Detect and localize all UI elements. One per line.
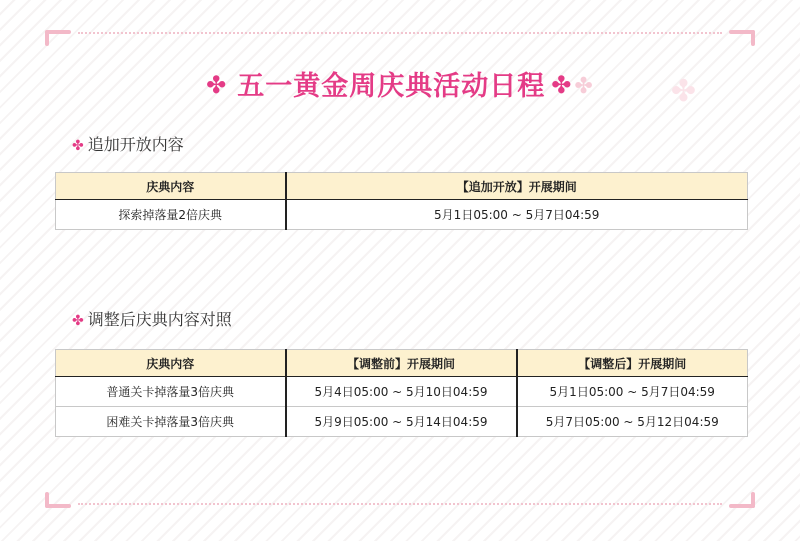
clover-icon: ✤ bbox=[574, 74, 594, 99]
page-title-text: 五一黄金周庆典活动日程 bbox=[237, 71, 546, 102]
section-heading-additional-content bbox=[72, 132, 184, 155]
clover-icon: ✤ bbox=[72, 313, 84, 329]
table-row bbox=[56, 407, 748, 437]
page-title bbox=[0, 64, 800, 103]
table-row bbox=[56, 200, 748, 230]
clover-icon: ✤ bbox=[206, 71, 228, 99]
clover-icon: ✤ bbox=[72, 138, 84, 154]
additional-content-table bbox=[55, 172, 748, 230]
section-heading-text: 调整后庆典内容对照 bbox=[87, 310, 232, 329]
table-header-row bbox=[56, 173, 748, 200]
watermark-logo bbox=[618, 491, 768, 521]
column-header: 庆典内容 bbox=[56, 173, 286, 200]
column-header: 【调整前】开展期间 bbox=[286, 350, 517, 377]
table-cell: 探索掉落量2倍庆典 bbox=[56, 200, 286, 230]
column-header: 【调整后】开展期间 bbox=[517, 350, 748, 377]
table-cell: 5月1日05:00 ~ 5月7日04:59 bbox=[517, 377, 748, 407]
column-header: 庆典内容 bbox=[56, 350, 286, 377]
section-heading-adjusted-content bbox=[72, 307, 232, 330]
corner-ornament-top-left bbox=[45, 30, 73, 50]
column-header: 【追加开放】开展期间 bbox=[286, 173, 748, 200]
corner-ornament-bottom-left bbox=[45, 488, 73, 508]
table-row bbox=[56, 377, 748, 407]
section-heading-text: 追加开放内容 bbox=[87, 135, 184, 154]
table-cell: 5月7日05:00 ~ 5月12日04:59 bbox=[517, 407, 748, 437]
frame-top-border bbox=[78, 32, 722, 34]
table-cell: 5月9日05:00 ~ 5月14日04:59 bbox=[286, 407, 517, 437]
table-header-row bbox=[56, 350, 748, 377]
corner-ornament-top-right bbox=[727, 30, 755, 50]
table-cell: 5月1日05:00 ~ 5月7日04:59 bbox=[286, 200, 748, 230]
table-cell: 困难关卡掉落量3倍庆典 bbox=[56, 407, 286, 437]
decorative-clover-icon: ✤ bbox=[670, 74, 696, 109]
clover-icon: ✤ bbox=[551, 71, 573, 99]
adjusted-content-table bbox=[55, 349, 748, 437]
table-cell: 普通关卡掉落量3倍庆典 bbox=[56, 377, 286, 407]
table-cell: 5月4日05:00 ~ 5月10日04:59 bbox=[286, 377, 517, 407]
